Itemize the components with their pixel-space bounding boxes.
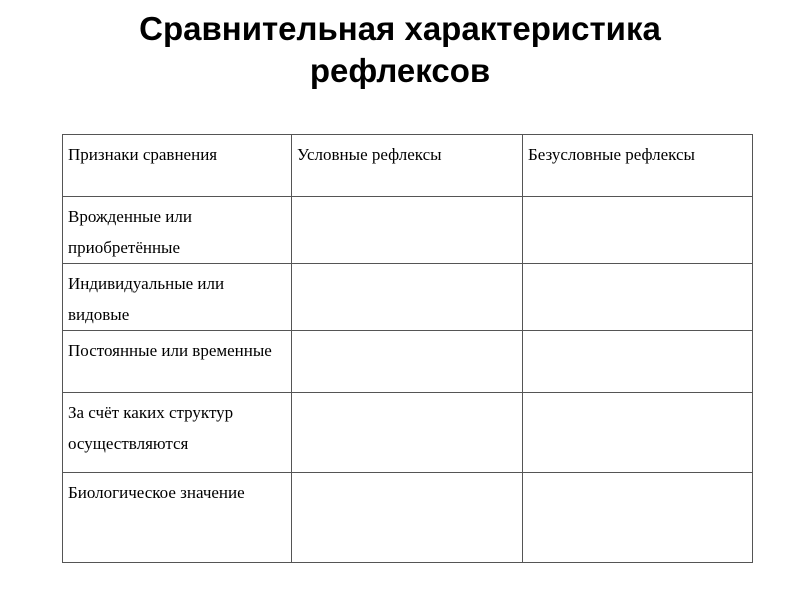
conditioned-cell[interactable] — [292, 393, 523, 473]
page-title — [0, 8, 800, 92]
unconditioned-cell[interactable] — [523, 264, 753, 331]
criterion-cell: Постоянные или временные — [63, 331, 292, 393]
table-row — [63, 331, 753, 393]
header-cell-criteria: Признаки сравнения — [63, 135, 292, 197]
criterion-cell: Индивидуальные или видовые — [63, 264, 292, 331]
header-cell-conditioned: Условные рефлексы — [292, 135, 523, 197]
criterion-cell: Врожденные или приобретённые — [63, 197, 292, 264]
unconditioned-cell[interactable] — [523, 473, 753, 563]
table-header-row — [63, 135, 753, 197]
unconditioned-cell[interactable] — [523, 331, 753, 393]
conditioned-cell[interactable] — [292, 264, 523, 331]
table-row — [63, 264, 753, 331]
conditioned-cell[interactable] — [292, 197, 523, 264]
unconditioned-cell[interactable] — [523, 393, 753, 473]
title-line-1: Сравнительная характеристика — [139, 10, 661, 47]
title-line-2: рефлексов — [309, 52, 491, 89]
table-row — [63, 197, 753, 264]
conditioned-cell[interactable] — [292, 473, 523, 563]
header-cell-unconditioned: Безусловные рефлексы — [523, 135, 753, 197]
criterion-cell: Биологическое значение — [63, 473, 292, 563]
table-row — [63, 473, 753, 563]
unconditioned-cell[interactable] — [523, 197, 753, 264]
conditioned-cell[interactable] — [292, 331, 523, 393]
table-row — [63, 393, 753, 473]
criterion-cell: За счёт каких структур осуществляются — [63, 393, 292, 473]
comparison-table — [62, 134, 753, 563]
